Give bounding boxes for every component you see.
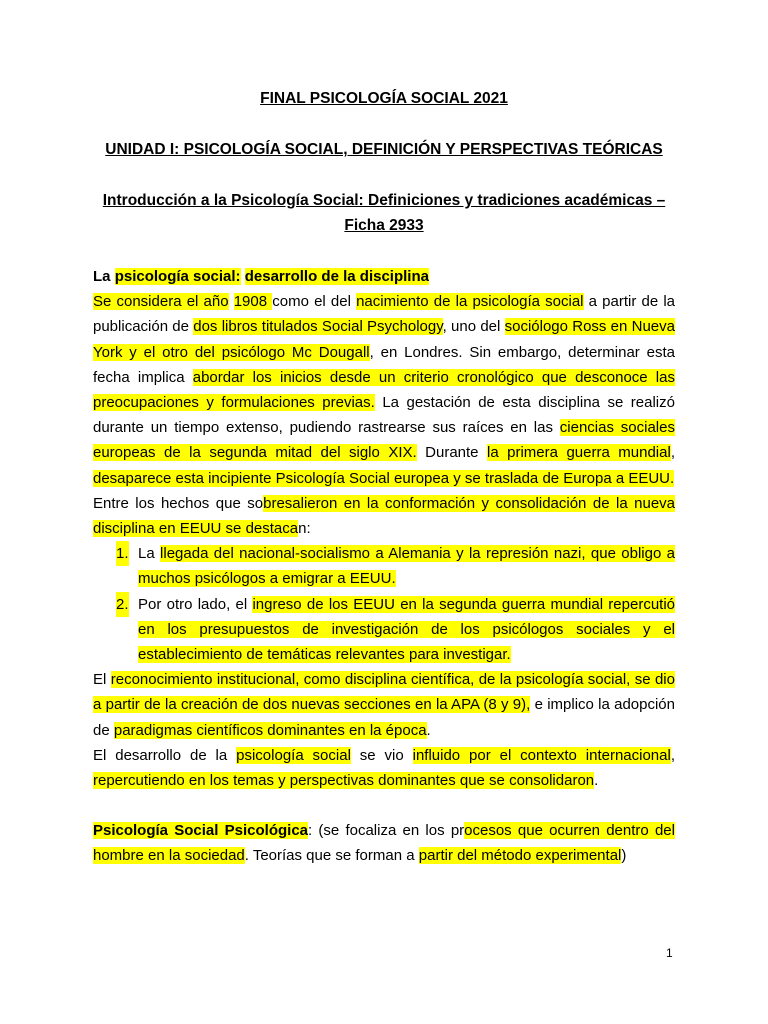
page-number: 1: [666, 946, 673, 960]
text-run: ): [621, 847, 627, 865]
text-run: , uno del: [442, 318, 505, 336]
highlighted-text: reconocimiento institucional, como disciplina científica, de la psicología social, se dio a partir de la creación de dos nuevas secciones en la APA (8 y 9),: [93, 671, 675, 714]
highlighted-text: paradigmas científicos dominantes en la época: [113, 721, 427, 739]
list-item: [116, 592, 676, 668]
spacer: [93, 793, 675, 818]
list-number: 2.: [116, 592, 129, 617]
text-run: : (se focaliza en los pr: [308, 822, 465, 840]
highlighted-text: Psicología Social Psicológica: [93, 822, 309, 840]
text-run: n:: [298, 520, 311, 538]
text-run: La: [138, 545, 161, 563]
text-run: La: [93, 268, 115, 285]
highlighted-text: bresalieron en la conformación y consolidación de la nueva disciplina en EEUU se destaca: [93, 494, 676, 538]
section-title: Introducción a la Psicología Social: Definiciones y tradiciones académicas – Ficha 2933: [102, 192, 666, 234]
paragraph-desarrollo: [93, 743, 675, 793]
document-page: [93, 86, 675, 869]
text-run: [229, 293, 234, 310]
list-item: [116, 541, 675, 591]
highlighted-text: la primera guerra mundial: [486, 444, 671, 462]
text-run: .: [594, 772, 599, 790]
highlighted-text: repercutiendo en los temas y perspectivas dominantes que se consolidaron: [93, 772, 595, 790]
text-run: omo el del: [279, 293, 357, 311]
paragraph-reconocimiento: [93, 667, 675, 743]
text-run: c: [272, 293, 280, 311]
text-run: e implico la adopción de: [93, 696, 675, 739]
highlighted-text: 1908: [233, 293, 273, 311]
text-run: . Teorías que se forman a: [244, 847, 419, 865]
highlighted-text: llegada del nacional-socialismo a Alemania y la represión nazi, que obligo a muchos psicólogos a emigrar a EEUU.: [138, 545, 675, 588]
paragraph-origins: [93, 289, 675, 491]
text-run: a partir de la publicación de: [93, 293, 676, 336]
highlighted-text: dos libros titulados Social Psychology: [193, 318, 443, 336]
highlighted-text: desarrollo de la disciplina: [244, 268, 429, 285]
text-run: ,: [670, 444, 675, 462]
paragraph-hechos: [93, 491, 675, 541]
highlighted-text: Se considera el año: [93, 293, 229, 311]
document-title: FINAL PSICOLOGÍA SOCIAL 2021: [260, 90, 508, 107]
text-run: ,: [670, 746, 675, 764]
highlighted-text: ciencias sociales europeas de la segunda mitad del siglo XIX.: [93, 419, 675, 462]
text-run: La gestación de esta disciplina se realizó durante un tiempo extenso, pudiendo rastrearse sus raíces en las: [93, 394, 675, 437]
highlighted-text: ingreso de los EEUU en la segunda guerra mundial repercutió en los presupuestos de investigación de los psicólogos sociales y el establecimiento de temáticas relevantes para investigar.: [138, 595, 676, 664]
subheading-desarrollo: [93, 264, 675, 289]
text-run: Por otro lado, el: [138, 595, 253, 613]
text-run: .: [426, 721, 431, 739]
text-run: El: [93, 671, 111, 689]
highlighted-text: psicología social: [236, 746, 351, 764]
highlighted-text: abordar los inicios desde un criterio cronológico que desconoce las preocupaciones y formulaciones previas.: [93, 368, 675, 412]
highlighted-text: ocesos que ocurren dentro del hombre en la sociedad: [93, 822, 675, 865]
highlighted-text: desaparece esta incipiente Psicología Social europea y se traslada de Europa a EEUU.: [93, 469, 675, 487]
numbered-list: [93, 541, 675, 667]
highlighted-text: influido por el contexto internacional: [412, 746, 671, 764]
list-number: 1.: [116, 541, 129, 566]
highlighted-text: nacimiento de la psicología social: [356, 293, 584, 311]
text-run: , en Londres. Sin embargo, determinar esta fecha implica: [93, 343, 675, 386]
highlighted-text: partir del método experimental: [418, 847, 622, 865]
text-run: El desarrollo de la: [93, 746, 237, 764]
text-run: Entre los hechos que so: [93, 494, 264, 512]
paragraph-psicologica: [93, 818, 675, 868]
text-run: Durante: [416, 444, 487, 462]
unit-title: UNIDAD I: PSICOLOGÍA SOCIAL, DEFINICIÓN Y PERSPECTIVAS TEÓRICAS: [105, 141, 663, 158]
highlighted-text: sociólogo Ross en Nueva York y el otro del psicólogo Mc Dougall: [93, 318, 675, 361]
highlighted-text: psicología social:: [114, 268, 241, 285]
text-run: se vio: [350, 746, 413, 764]
